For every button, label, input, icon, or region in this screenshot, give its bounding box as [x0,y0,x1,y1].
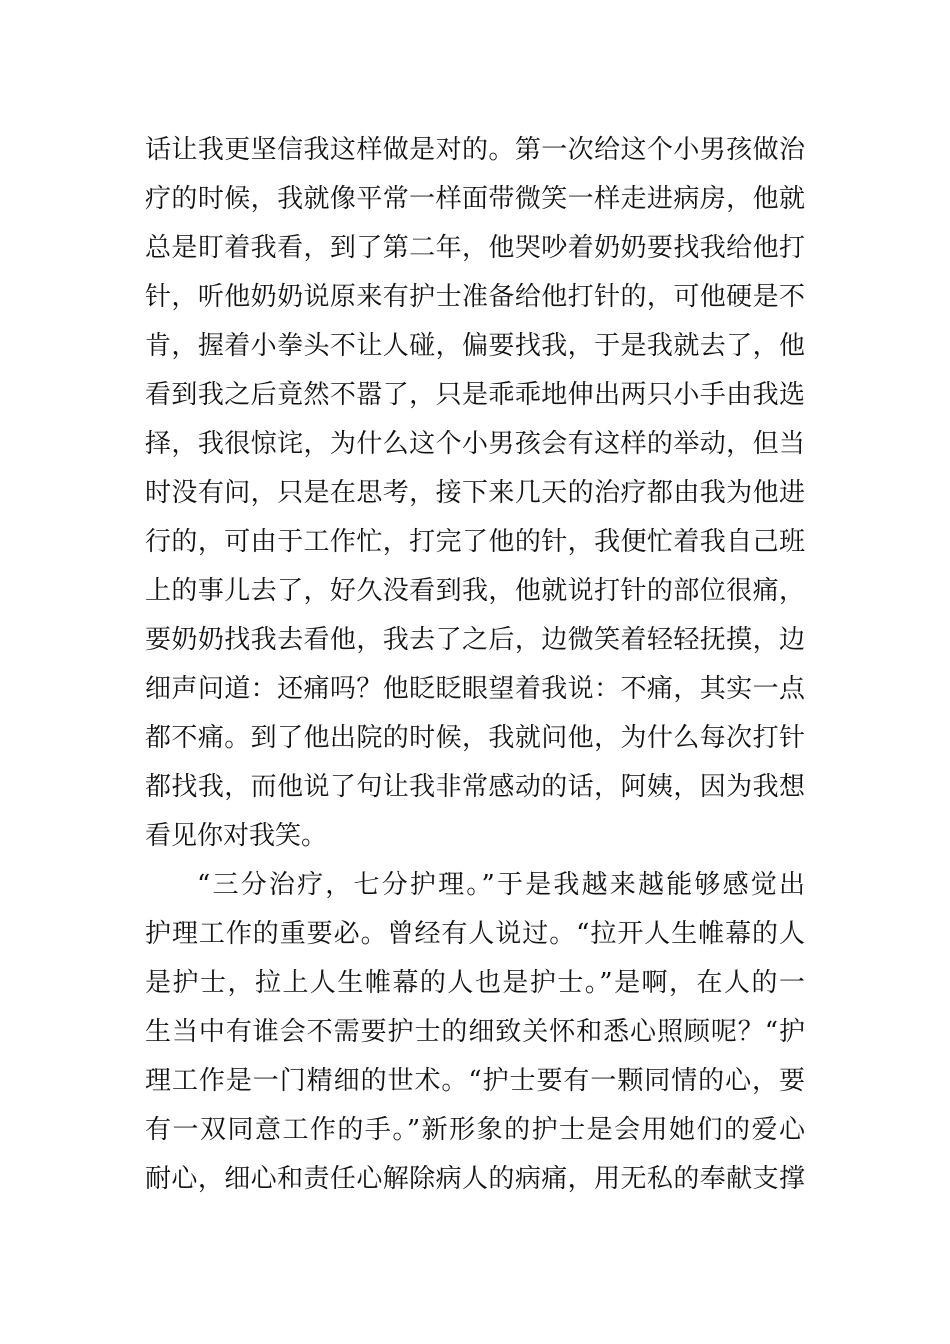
text-line: 择，我很惊诧，为什么这个小男孩会有这样的举动，但当 [145,429,805,459]
text-line: 有一双同意工作的手。”新形象的护士是会用她们的爱心 [145,1115,805,1145]
text-line: 针，听他奶奶说原来有护士准备给他打针的，可他硬是不 [145,282,805,312]
text-line: 是护士，拉上人生帷幕的人也是护士。”是啊，在人的一 [145,968,805,998]
text-line: 行的，可由于工作忙，打完了他的针，我便忙着我自己班 [145,527,805,557]
text-line: 总是盯着我看，到了第二年，他哭吵着奶奶要找我给他打 [145,233,805,263]
text-line: 都不痛。到了他出院的时候，我就问他，为什么每次打针 [145,723,805,753]
text-line: 细声问道：还痛吗？他眨眨眼望着我说：不痛，其实一点 [145,674,805,704]
paragraph-end-line: 看见你对我笑。 [145,821,328,851]
text-line: 上的事儿去了，好久没看到我，他就说打针的部位很痛， [145,576,805,606]
text-line: 话让我更坚信我这样做是对的。第一次给这个小男孩做治 [145,135,805,165]
body-text [145,126,805,1204]
text-line: 看到我之后竟然不嚣了，只是乖乖地伸出两只小手由我选 [145,380,805,410]
text-line: 理工作是一门精细的世术。“护士要有一颗同情的心，要 [145,1066,805,1096]
paragraph-start-line: “三分治疗，七分护理。”于是我越来越能够感觉出 [197,870,805,900]
text-line: 护理工作的重要必。曾经有人说过。“拉开人生帷幕的人 [145,919,805,949]
text-line: 疗的时候，我就像平常一样面带微笑一样走进病房，他就 [145,184,805,214]
text-line: 要奶奶找我去看他，我去了之后，边微笑着轻轻抚摸，边 [145,625,805,655]
text-line: 肯，握着小拳头不让人碰，偏要找我，于是我就去了，他 [145,331,805,361]
text-line: 生当中有谁会不需要护士的细致关怀和悉心照顾呢？“护 [145,1017,805,1047]
text-line: 都找我，而他说了句让我非常感动的话，阿姨，因为我想 [145,772,805,802]
text-line: 耐心，细心和责任心解除病人的病痛，用无私的奉献支撑 [145,1164,805,1194]
text-line: 时没有问，只是在思考，接下来几天的治疗都由我为他进 [145,478,805,508]
